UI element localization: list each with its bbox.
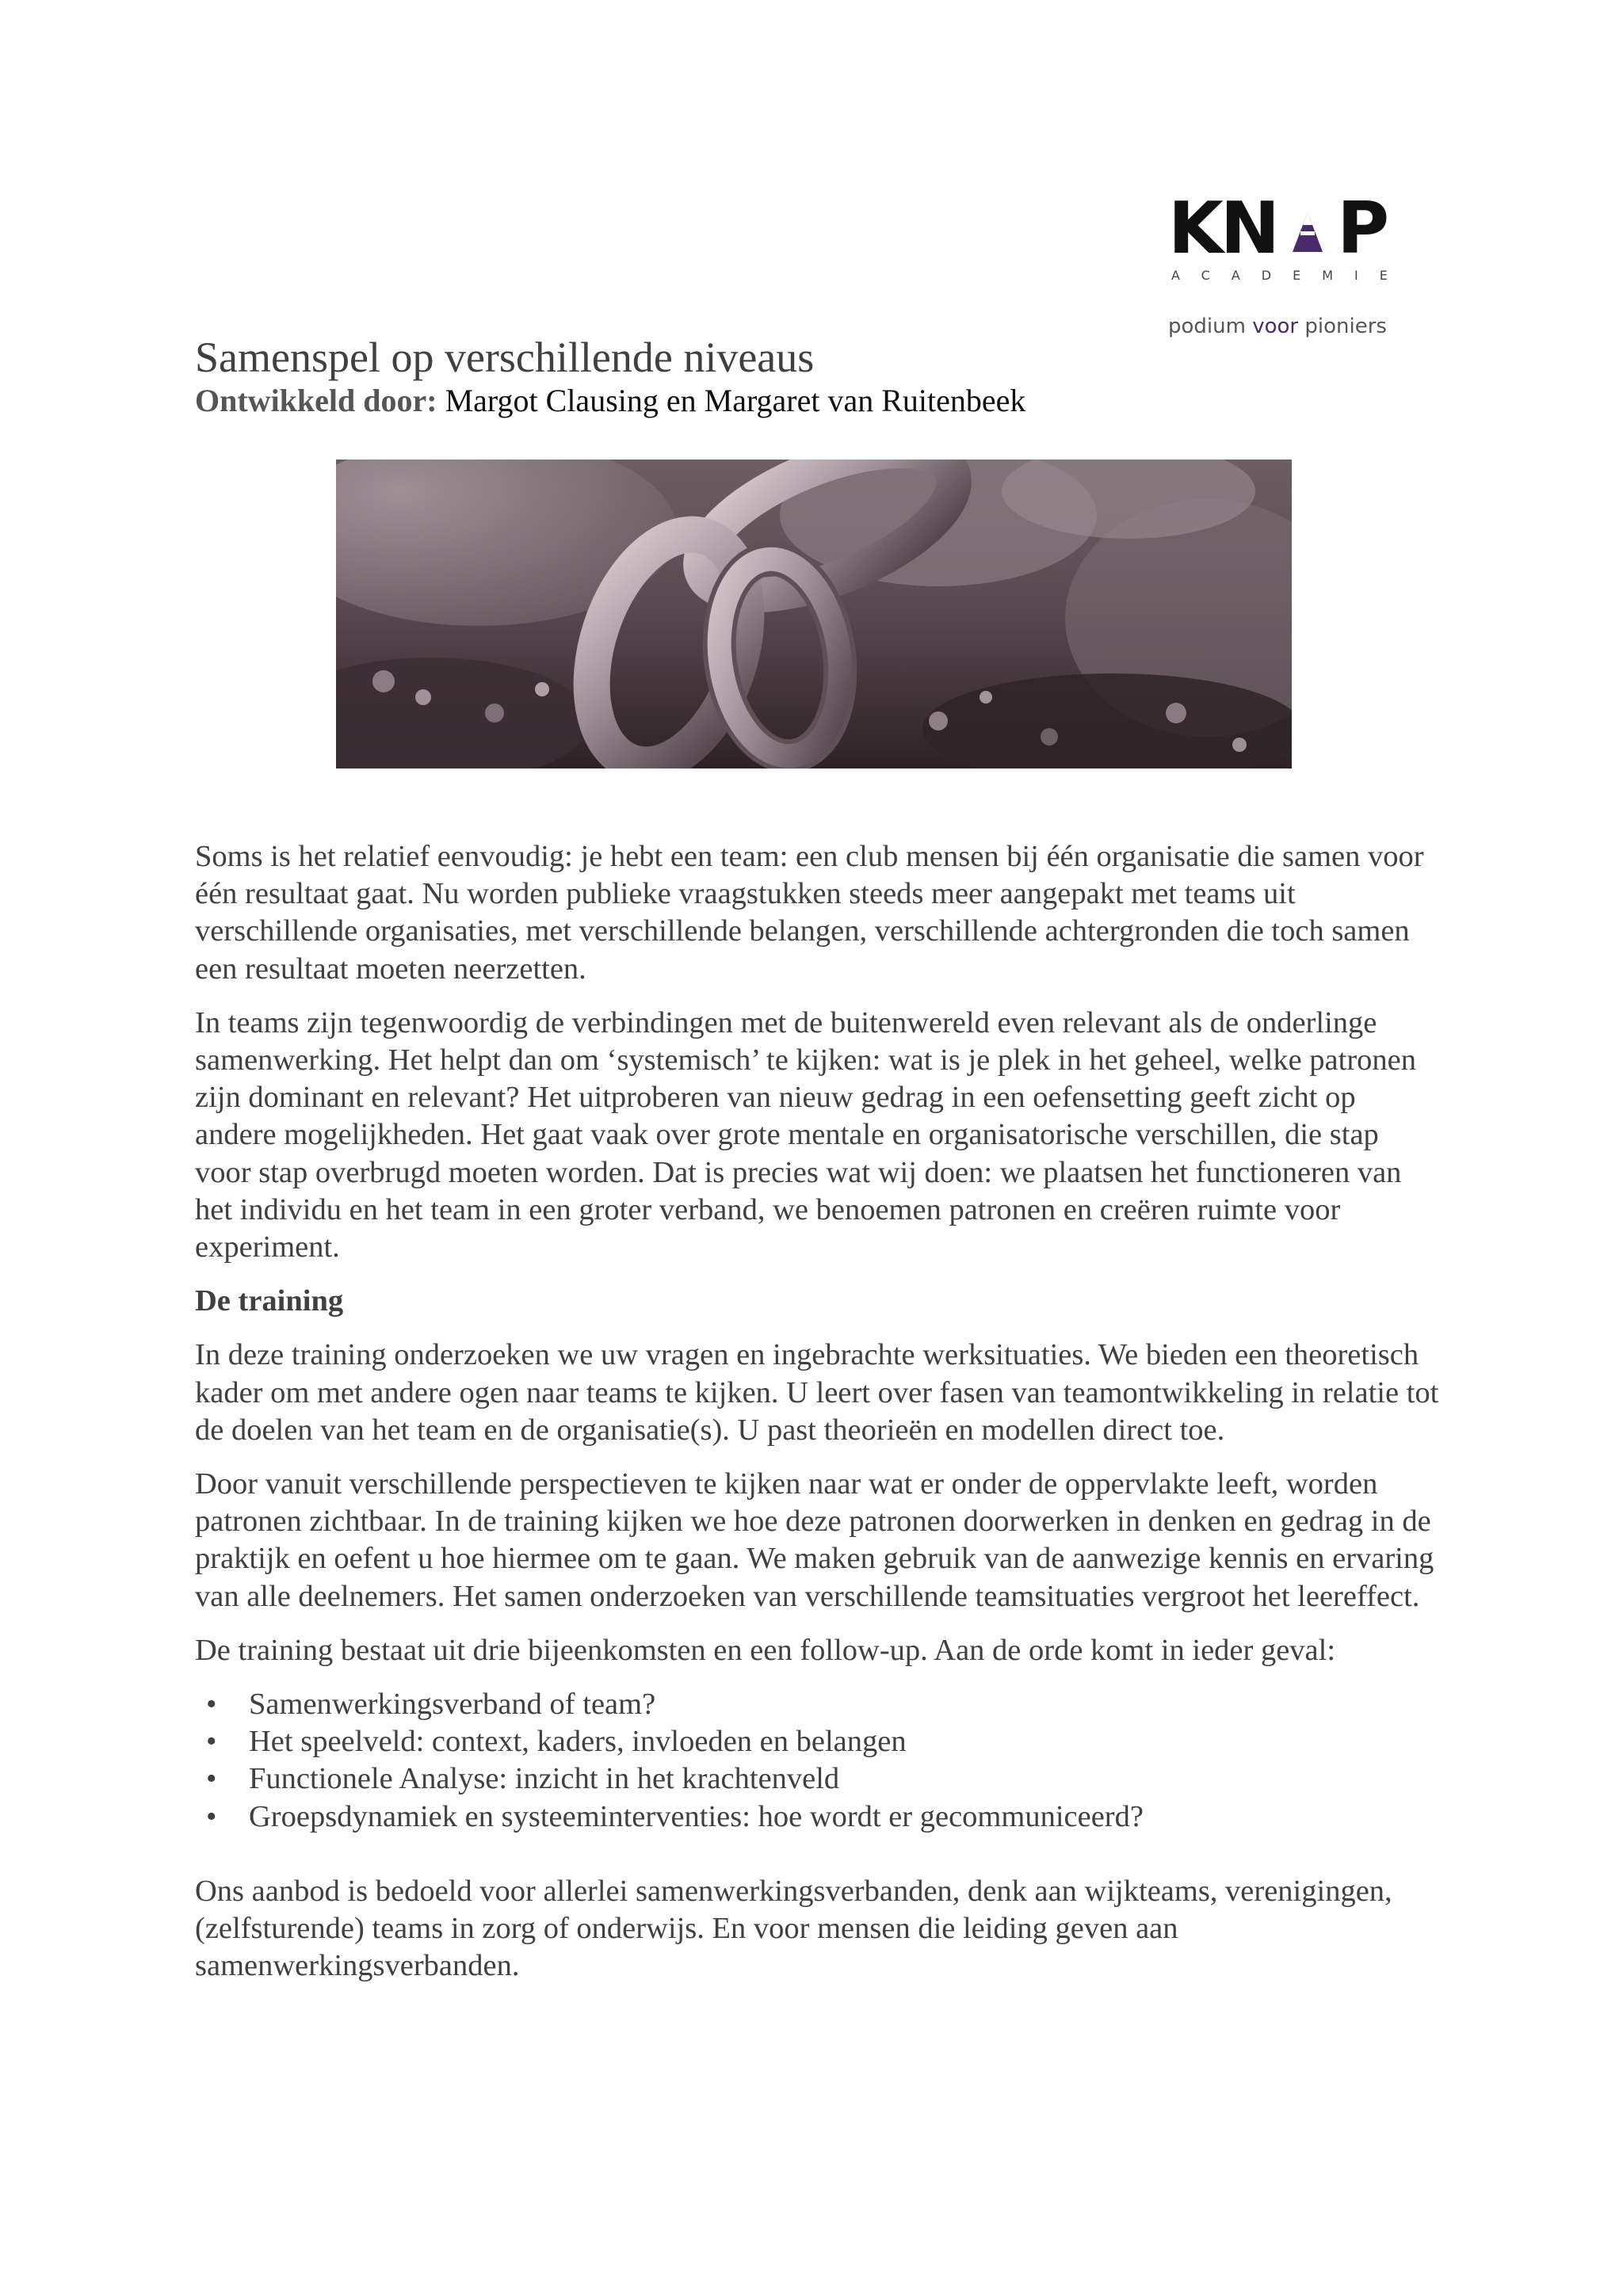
bullet-icon: • [206, 1688, 217, 1722]
list-item [195, 1686, 1439, 1723]
authors-line [195, 382, 1025, 419]
logo-tagline-accent: voor [1252, 315, 1299, 338]
authors-label: Ontwikkeld door: [195, 383, 437, 418]
intro-paragraph: In teams zijn tegenwoordig de verbindingen met de buitenwereld even relevant als de onderlinge samenwerking. Het helpt dan om ‘systemisch’ te kijken: wat is je plek in het geheel, welke patronen zijn dominant en relevant? Het uitproberen van nieuw gedrag in een oefensetting geeft zicht op andere mogelijkheden. Het gaat vaak over grote mentale en organisatorische verschillen, die stap voor stap overbrugd moeten worden. Dat is precies wat wij doen: we plaatsen het functioneren van het individu en het team in een groter verband, we benoemen patronen en creëren ruimte voor experiment. [195, 1005, 1416, 1264]
list-item [195, 1798, 1439, 1836]
authors-names: Margot Clausing en Margaret van Ruitenbeek [437, 383, 1026, 418]
list-item-text: Groepsdynamiek en systeeminterventies: hoe wordt er gecommuniceerd? [249, 1799, 1144, 1833]
page-title: Samenspel op verschillende niveaus [195, 334, 815, 381]
list-item-text: Samenwerkingsverband of team? [249, 1688, 656, 1722]
logo-wordmark-left: KN [1168, 187, 1277, 270]
triangle-icon [1289, 203, 1326, 258]
topics-list [195, 1686, 1439, 1836]
logo-wordmark-right: P [1337, 187, 1387, 270]
closing-paragraph: Ons aanbod is bedoeld voor allerlei samenwerkingsverbanden, denk aan wijkteams, verenigingen, (zelfsturende) teams in zorg of onderwijs. En voor mensen die leiding geven aan samenwerkingsverbanden. [195, 1874, 1392, 1983]
list-item-text: Het speelveld: context, kaders, invloeden en belangen [249, 1725, 907, 1759]
bullet-icon: • [206, 1725, 217, 1759]
training-paragraph: De training bestaat uit drie bijeenkomsten en een follow-up. Aan de orde komt in ieder geval: [195, 1633, 1336, 1667]
list-item [195, 1723, 1439, 1760]
logo-tagline [1168, 315, 1422, 338]
training-paragraph: Door vanuit verschillende perspectieven te kijken naar wat er onder de oppervlakte leeft, worden patronen zichtbaar. In de training kijken we hoe deze patronen doorwerken in denken en gedrag in de praktijk en oefent u hoe hiermee om te gaan. We maken gebruik van de aanwezige kennis en ervaring van alle deelnemers. Het samen onderzoeken van verschillende teamsituaties vergroot het leereffect. [195, 1467, 1434, 1613]
logo-tagline-pre: podium [1168, 315, 1253, 338]
knap-academie-logo [1168, 187, 1422, 338]
training-paragraph: In deze training onderzoeken we uw vragen en ingebrachte werksituaties. We bieden een theoretisch kader om met andere ogen naar teams te kijken. U leert over fasen van teamontwikkeling in relatie tot de doelen van het team en de organisatie(s). U past theorieën en modellen direct toe. [195, 1338, 1439, 1447]
intro-paragraph: Soms is het relatief eenvoudig: je hebt een team: een club mensen bij één organisatie die samen voor één resultaat gaat. Nu worden publieke vraagstukken steeds meer aangepakt met teams uit verschillende organisaties, met verschillende belangen, verschillende achtergronden die toch samen een resultaat moeten neerzetten. [195, 840, 1424, 986]
logo-wordmark [1168, 187, 1422, 270]
chain-photo [336, 460, 1292, 769]
section-heading: De training [195, 1284, 344, 1318]
logo-subtitle: ACADEMIE [1171, 268, 1409, 283]
bullet-icon: • [206, 1762, 217, 1796]
bullet-icon: • [206, 1799, 217, 1833]
list-item-text: Functionele Analyse: inzicht in het krachtenveld [249, 1762, 840, 1796]
logo-tagline-post: pioniers [1298, 315, 1387, 338]
body-content [195, 838, 1439, 2001]
list-item [195, 1760, 1439, 1798]
